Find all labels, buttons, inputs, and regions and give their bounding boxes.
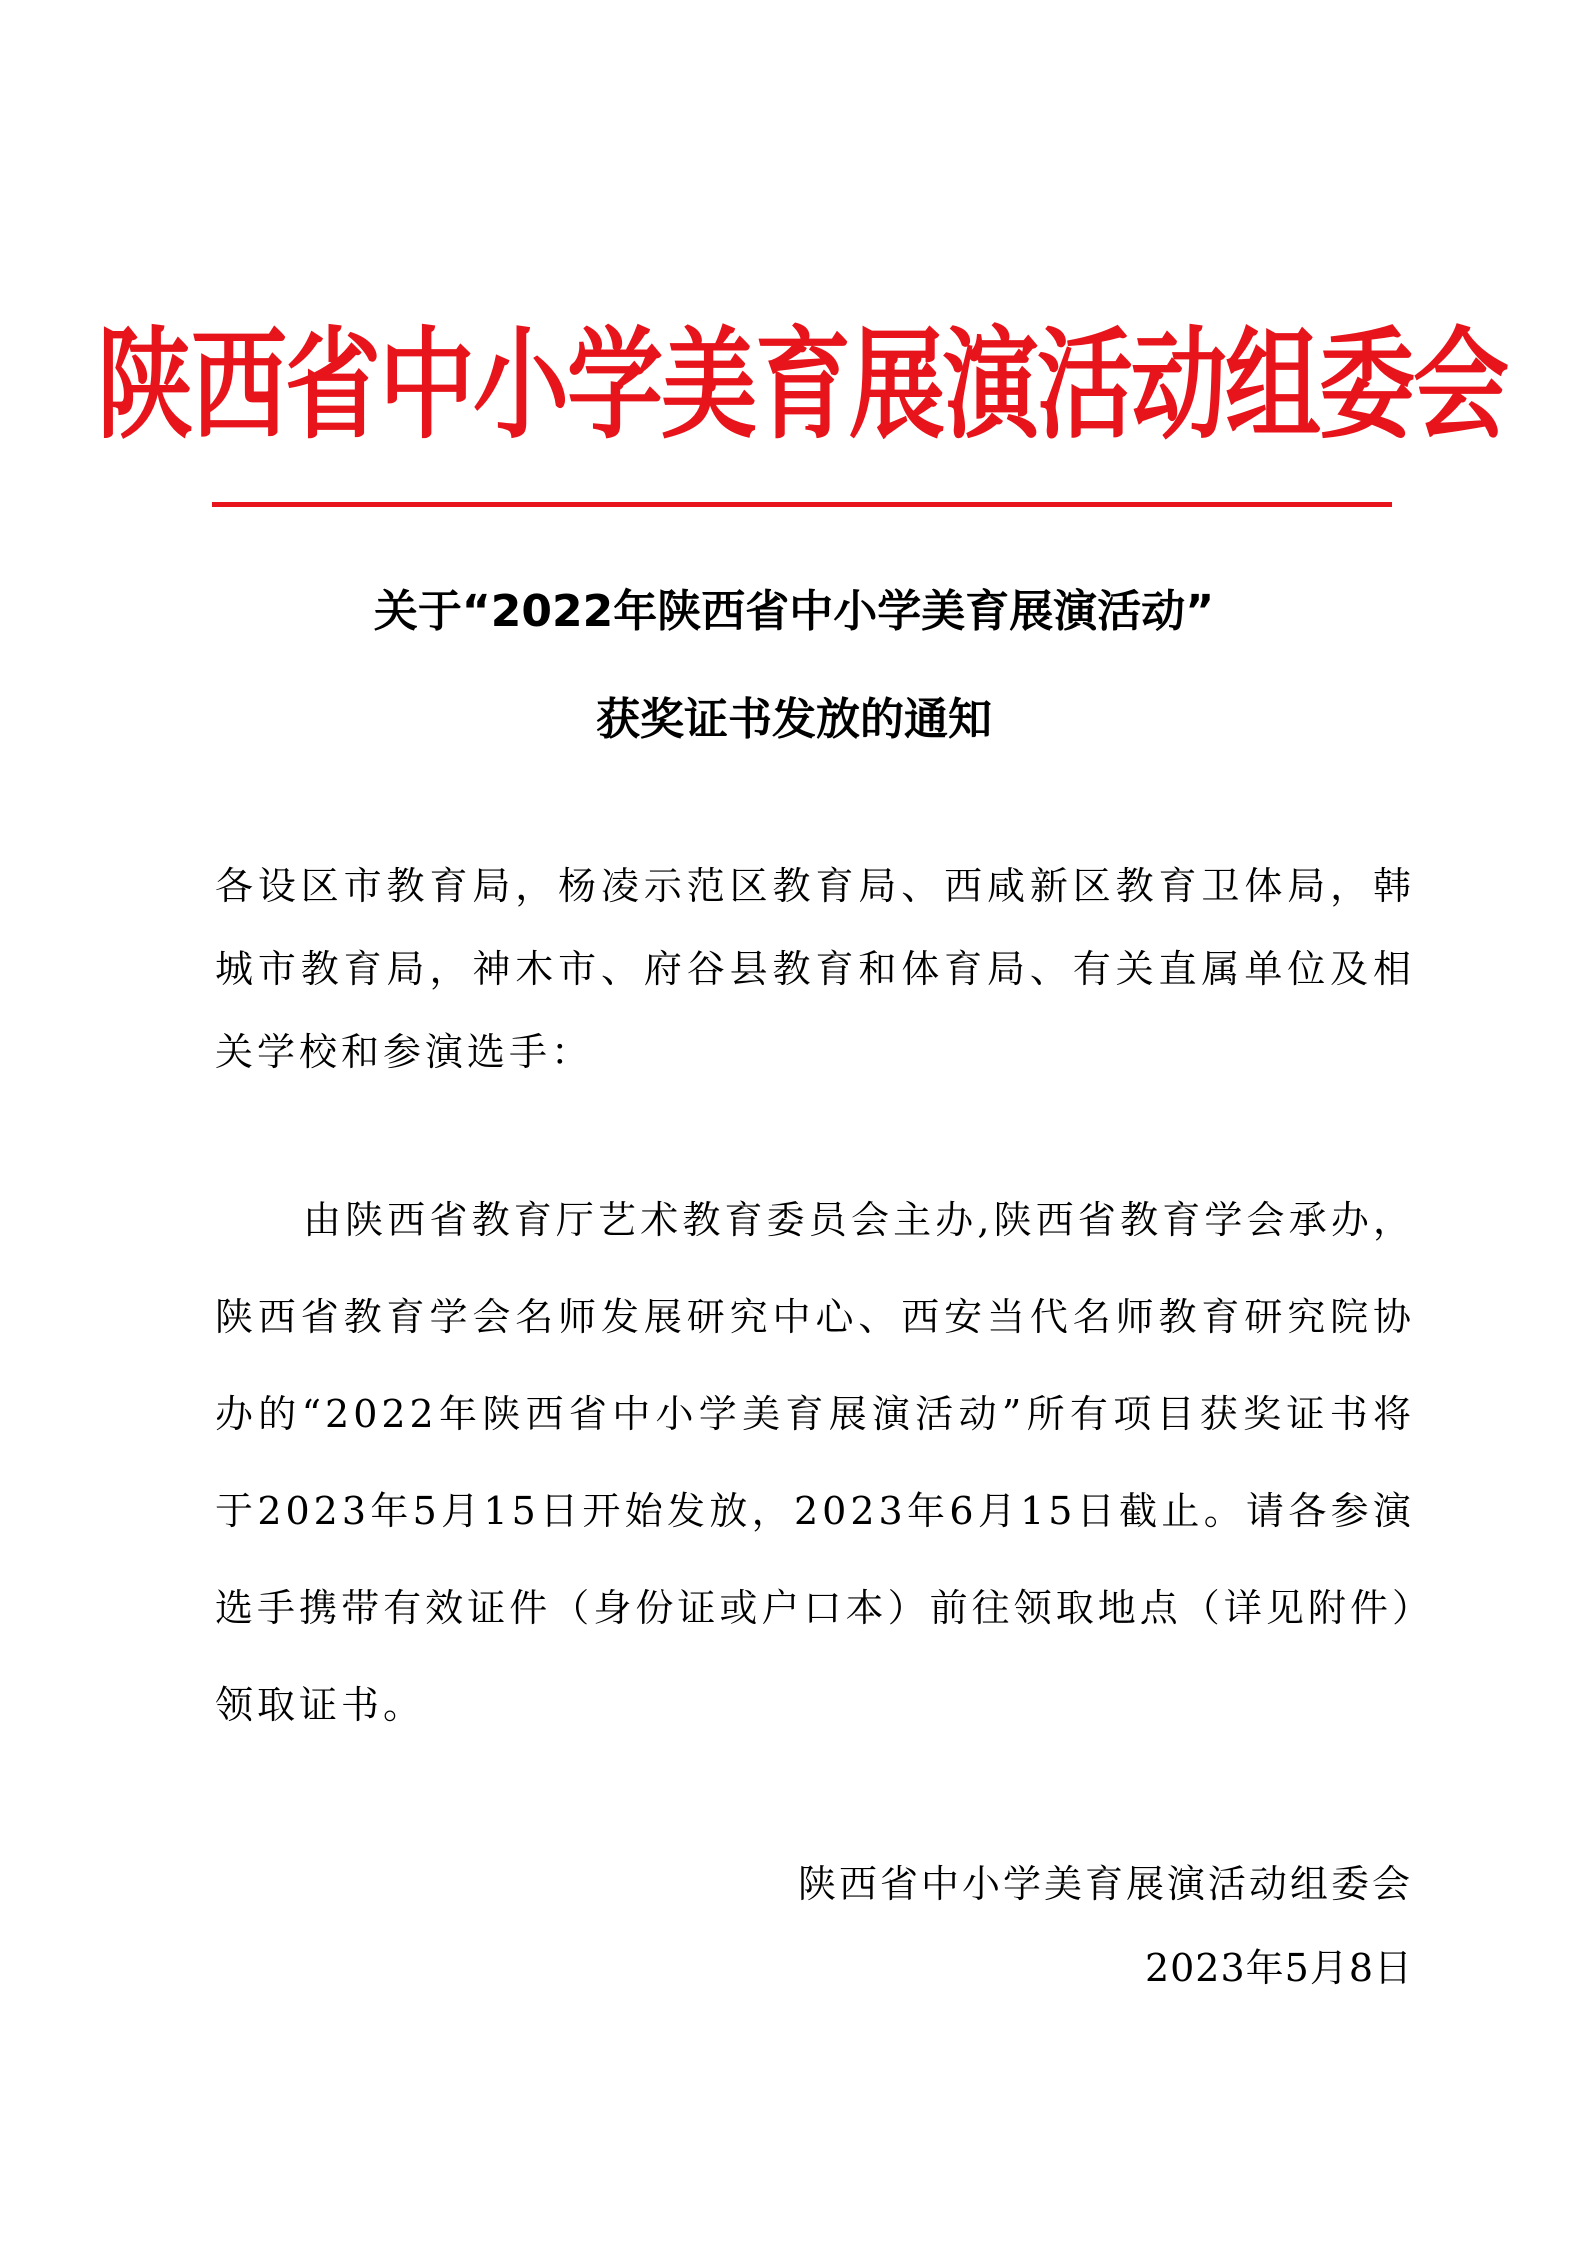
notice-title-line-2: 获奖证书发放的通知 bbox=[596, 694, 992, 745]
red-header-organization: 陕西省中小学美育展演活动组委会 bbox=[97, 314, 1507, 455]
body-paragraph: 由陕西省教育厅艺术教育委员会主办,陕西省教育学会承办，陕西省教育学会名师发展研究中心、西安当代名师教育研究院协办的“2022年陕西省中小学美育展演活动”所有项目获奖证书将于2023年5月15日开始发放，2023年6月15日截止。请各参演选手携带有效证件（身份证或户口本）前往领取地点（详见附件）领取证书。 bbox=[215, 1198, 1415, 1727]
addressee-paragraph: 各设区市教育局，杨凌示范区教育局、西咸新区教育卫体局，韩城市教育局，神木市、府谷县教育和体育局、有关直属单位及相关学校和参演选手： bbox=[215, 864, 1415, 1074]
red-divider-line bbox=[212, 502, 1392, 507]
notice-title-line-1: 关于“2022年陕西省中小学美育展演活动” bbox=[373, 586, 1215, 637]
signature-date: 2023年5月8日 bbox=[1144, 1946, 1413, 1990]
signature-organization: 陕西省中小学美育展演活动组委会 bbox=[797, 1862, 1413, 1906]
